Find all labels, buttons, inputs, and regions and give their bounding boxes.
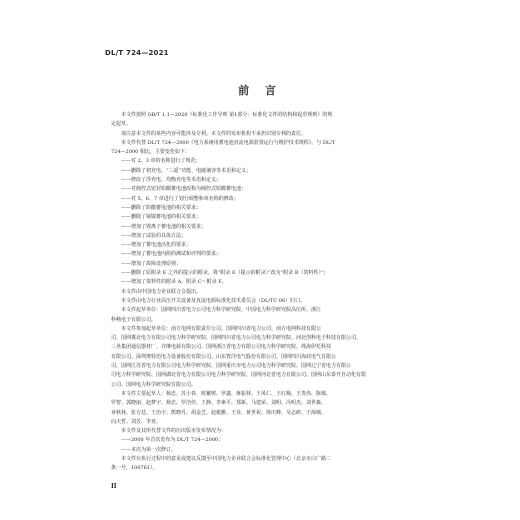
text-line: 724—2000 相比，主要变化如下： [111,149,190,156]
text-line: ——对 2、3 章的名称进行了规范； [121,158,201,165]
text-line: ——本次为第一次修订。 [121,446,177,453]
text-line: 条一号，100761）。 [111,465,158,472]
text-line: ——增加了蓄电池活化的要求； [121,242,192,249]
text-line: ——删除了防酸蓄电池的相关要求； [121,204,202,211]
standard-code: DL/T 724—2021 [105,49,169,57]
text-line: 三垦集团通信器材厂、许继电源有限公司、国网浙江省电力有限公司电力科学研究院、珠海伊托科技 [111,344,332,351]
text-line: ——增加了故障处理原则； [121,260,182,267]
text-line: ——增加了试验的具体方法； [121,232,187,239]
text-line: 罗智、郭晓丽、赵梦宇、杨忠、罗洽佳、王静、李素平、郑新、马建荣、刘明、冯明杰、刘世森、 [111,400,327,407]
text-line: ——对 5、6、7 章进行了划分调整和章名称的修改； [121,195,239,202]
text-line: 本文件及其所代替文件的历次版本发布情况为： [121,428,227,435]
foreword-body [111,111,413,474]
text-line: 本文件起草单位：国网四川省电力公司电力科学研究院、中国电力科学研究院高压所、浙江 [121,307,322,314]
text-line: 本文件代替 DL/T 724—2000《电力系统用蓄电池直流电源装置运行与维护技术规程》。与 DL/T [121,139,336,146]
text-line: ——删除了原附录 E 之外的提示的附录，将“附录 E（提示的附录）”改为“附录 B（资料性）”； [121,270,329,277]
text-line: ——修改了浮充电、均衡充电等术语和定义； [121,177,222,184]
text-line: 定起草。 [111,121,132,128]
text-line: ——删除了初充电、“三遥”功能、电磁兼容等术语和定义； [121,167,252,174]
text-line: 司电力科学研究院、国网湖北省电力有限公司电力科学研究院、国网河北省电力有限公司、国网山东泰开自动化有限 [111,372,367,379]
text-line: 本文件主要起草人：杨忠、苏小春、班繁树、罗鑫、蒋振林、王凤仁、王红梅、王贵伟、陈城、 [121,390,332,397]
text-line: 章秋林、张方廷、王治宇、熊晓丹、胡金芝、赵俊雅、王业、黄世祝、徐庆峰、吴志研、于海城、 [111,409,327,416]
text-line: ——增加了锂离子蓄电池的相关要求； [121,223,207,230]
text-line: 本文件参加起草单位：南方电网有限责任公司、国网四川省电力公司、南方电网科技有限公 [121,325,322,332]
text-line: 本文件由电力行业高压开关设备及直流电源标准化技术委员会（DL/TC 06）归口。 [121,297,306,304]
text-line: 本文件由中国电力企业联合会提出。 [121,288,202,295]
text-line: 本文件在执行过程中的意见或建议反馈至中国电力企业联合会标准化管理中心（北京市白广路二 [121,455,332,462]
text-line: 本文件按照 GB/T 1.1—2020《标准化工作导则 第1部分：标准化文件的结构和起草规则》的规 [121,112,333,118]
text-line: ——增加了资料性的附录 A、附录 C～附录 F。 [121,279,227,286]
text-line: 公司、国网电力科学研究院有限公司。 [111,381,197,388]
text-line: 向天哲、刘芳、李亚。 [111,418,162,425]
text-line: 科畅电子有限公司。 [111,316,157,323]
text-line: 司、国网江苏省电力有限公司电力科学研究院、国网重庆市电力公司电力科学研究院、国网辽宁省电力有限公 [111,363,352,370]
text-line: ——对阀控式密封铅酸蓄电池改称为阀控式铅酸蓄电池； [121,186,247,193]
text-line: 有限公司、深圳奥特迅电力设备股份有限公司、山东智洋电气股份有限公司、国网四川海底电气有限公 [111,353,337,360]
page-title: 前 言 [238,84,282,97]
text-line: 请注意本文件的某些内容可能涉及专利。本文件的发布机构不承担识别专利的责任。 [121,130,307,137]
page-number: II [111,483,117,490]
text-line: 司、国网冀北电力有限公司电力科学研究院、国网四川省电力公司电力科学研究院、河北创科电子科技有限公司、 [111,335,362,342]
text-line: ——2000 年首次发布为 DL/T 724—2000； [121,437,224,444]
text-line: ——删除了镉镍蓄电池的相关要求； [121,214,202,221]
text-line: ——增加了蓄电池内阻的测试和评判的要求； [121,251,222,258]
